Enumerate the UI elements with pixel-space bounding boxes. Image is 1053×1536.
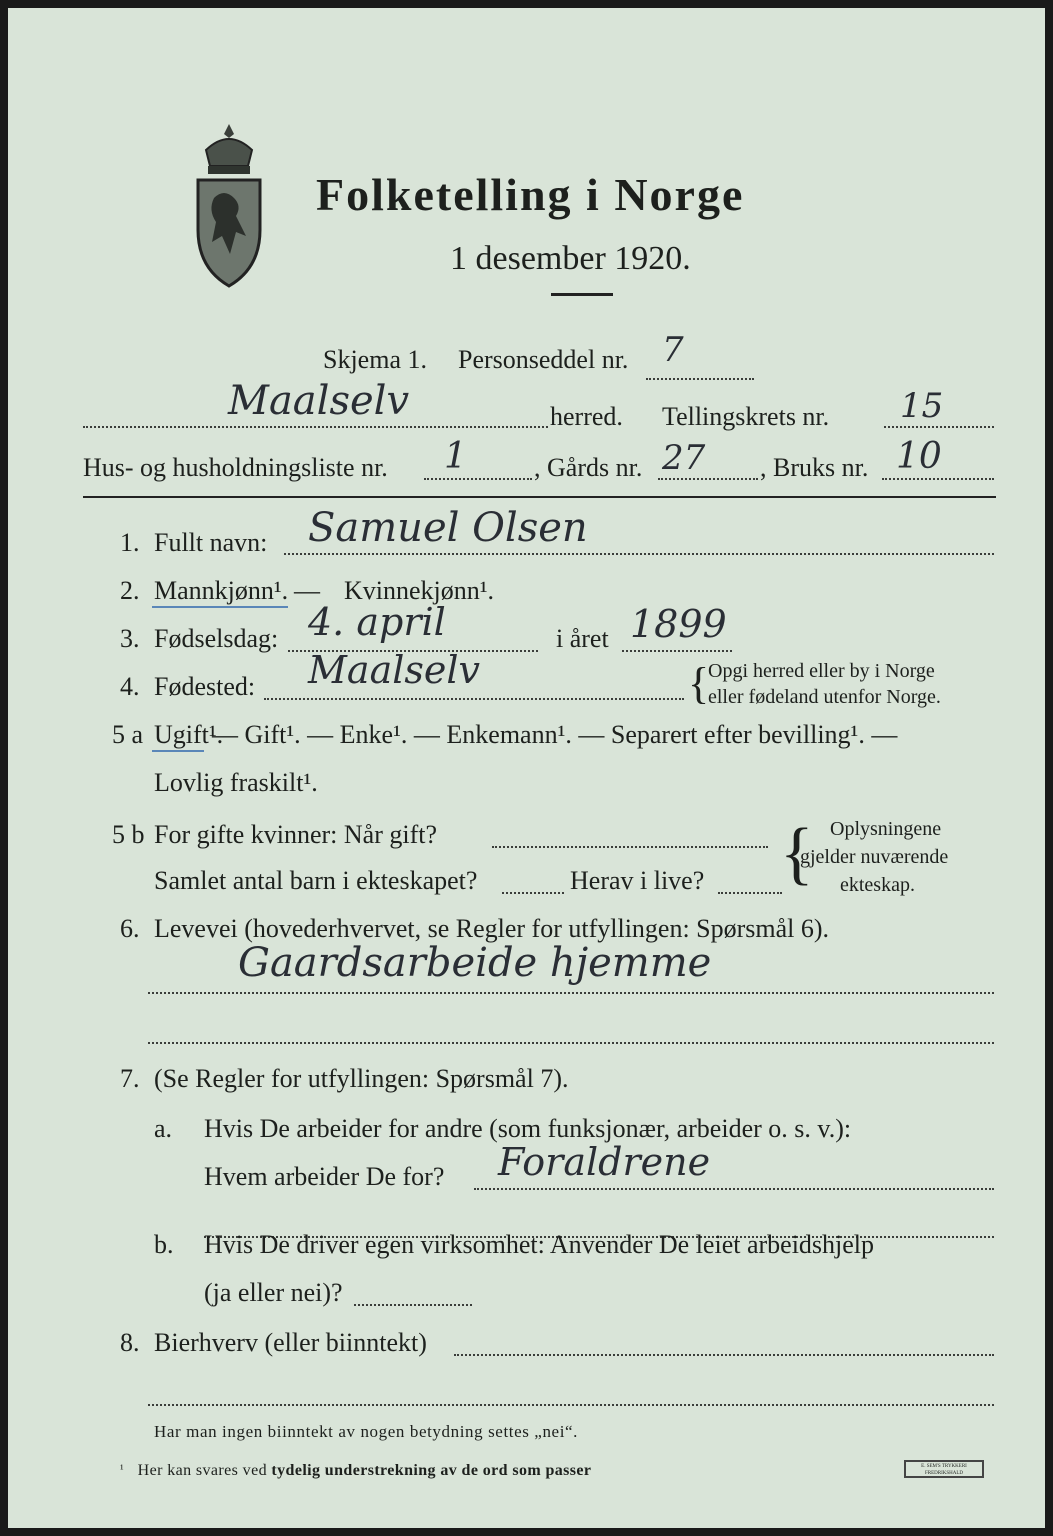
q6-value: Gaardsarbeide hjemme — [238, 940, 712, 986]
herred-line — [83, 426, 548, 428]
q4-note-line1: Opgi herred eller by i Norge — [708, 660, 935, 682]
husliste-value: 1 — [444, 436, 467, 477]
q7b-line2: (ja eller nei)? — [204, 1278, 343, 1307]
husliste-label: Hus- og husholdningsliste nr. — [83, 453, 388, 482]
q5a-ugift-underline — [152, 750, 204, 752]
q1-number: 1. — [120, 528, 140, 557]
q4-brace: { — [688, 659, 710, 708]
q3-number: 3. — [120, 624, 140, 653]
gards-line — [658, 478, 758, 480]
herred-value: Maalselv — [228, 378, 410, 424]
q6-number: 6. — [120, 914, 140, 943]
q5a-ugift-option: Ugift¹. — [154, 720, 224, 749]
q1-label: Fullt navn: — [154, 528, 268, 557]
q4-note-line2: eller fødeland utenfor Norge. — [708, 686, 941, 708]
q2-male-underline — [152, 606, 288, 608]
q7a-line2: Hvem arbeider De for? — [204, 1162, 445, 1191]
q6-label: Levevei (hovederhvervet, se Regler for utfyllingen: Spørsmål 6). — [154, 914, 830, 943]
q5b-label2: Samlet antal barn i ekteskapet? — [154, 866, 478, 895]
herred-label: herred. — [550, 402, 623, 431]
header-divider — [83, 496, 996, 498]
tellingskrets-label: Tellingskrets nr. — [662, 402, 830, 431]
q3-year-value: 1899 — [630, 602, 727, 646]
q5b-line3 — [718, 892, 782, 894]
q8-line1 — [454, 1354, 994, 1356]
bruks-label: , Bruks nr. — [760, 453, 869, 482]
q7b-letter: b. — [154, 1230, 174, 1259]
q5b-brace: { — [780, 815, 814, 892]
q4-label: Fødested: — [154, 672, 256, 701]
q2-number: 2. — [120, 576, 140, 605]
q7a-letter: a. — [154, 1114, 173, 1143]
q7-number: 7. — [120, 1064, 140, 1093]
printer-stamp — [904, 1460, 984, 1478]
q7b-answer-line — [354, 1304, 472, 1306]
footnote-bold: tydelig understrekning av de ord som passer — [271, 1462, 592, 1479]
q2-separator: — — [294, 576, 320, 605]
q5b-note-line1: Oplysningene — [830, 818, 942, 840]
q7a-line1: Hvis De arbeider for andre (som funksjonær, arbeider o. s. v.): — [204, 1114, 852, 1143]
q6-line2 — [148, 1042, 994, 1044]
footnote-mark: ¹ — [120, 1462, 124, 1476]
bruks-value: 10 — [896, 436, 942, 477]
personseddel-value: 7 — [662, 330, 684, 370]
footnote — [120, 1462, 591, 1480]
q4-number: 4. — [120, 672, 140, 701]
q7a-answer-line — [474, 1188, 994, 1190]
tellingskrets-line — [884, 426, 994, 428]
skjema-label: Skjema 1. — [323, 345, 427, 374]
q5a-number: 5 a — [112, 720, 144, 749]
q5b-label1: For gifte kvinner: Når gift? — [154, 820, 438, 849]
q7-label: (Se Regler for utfyllingen: Spørsmål 7). — [154, 1064, 569, 1093]
q5b-note-line2: gjelder nuværende — [800, 846, 949, 868]
q7b-line1: Hvis De driver egen virksomhet: Anvender De leiet arbeidshjelp — [204, 1230, 875, 1259]
printer-stamp-text: E. SEM'S TRYKKERI FREDRIKSHALD — [921, 1464, 967, 1476]
form-title: Folketelling i Norge — [316, 169, 745, 220]
q5a-line2: Lovlig fraskilt¹. — [154, 768, 318, 797]
husliste-line — [424, 478, 532, 480]
form-date: 1 desember 1920. — [450, 240, 691, 277]
q8-label: Bierhverv (eller biinntekt) — [154, 1328, 427, 1357]
q5a-other-options: — Gift¹. — Enke¹. — Enkemann¹. — Separert efter bevilling¹. — — [212, 720, 898, 749]
q1-value: Samuel Olsen — [308, 505, 588, 551]
footnote-prefix: Her kan svares ved — [137, 1462, 272, 1479]
q3-value: 4. april — [308, 600, 446, 644]
title-divider — [551, 293, 613, 296]
q5b-line1 — [492, 846, 768, 848]
bruks-line — [882, 478, 994, 480]
q5b-note-line3: ekteskap. — [840, 874, 915, 896]
q1-line — [284, 553, 994, 555]
q5b-label3: Herav i live? — [570, 866, 705, 895]
census-form-page — [8, 8, 1045, 1528]
q2-male-option: Mannkjønn¹. — [154, 576, 289, 605]
q6-line1 — [148, 992, 994, 994]
q4-value: Maalselv — [308, 648, 480, 692]
gards-label: , Gårds nr. — [534, 453, 643, 482]
q2-female-option: Kvinnekjønn¹. — [344, 576, 495, 605]
q5b-number: 5 b — [112, 820, 145, 849]
q8-number: 8. — [120, 1328, 140, 1357]
q3-label: Fødselsdag: — [154, 624, 279, 653]
q3-year-line — [622, 650, 732, 652]
q4-line — [264, 698, 684, 700]
coat-of-arms-icon — [188, 120, 270, 290]
gards-value: 27 — [662, 438, 706, 478]
q8-line2 — [148, 1404, 994, 1406]
q3-year-label: i året — [556, 624, 609, 653]
personseddel-line — [646, 378, 754, 380]
footer-note: Har man ingen biinntekt av nogen betydning settes „nei“. — [154, 1422, 579, 1441]
q5b-line2 — [502, 892, 564, 894]
q7a-value: Foraldrene — [498, 1140, 711, 1184]
tellingskrets-value: 15 — [900, 386, 944, 426]
personseddel-label: Personseddel nr. — [458, 345, 629, 374]
